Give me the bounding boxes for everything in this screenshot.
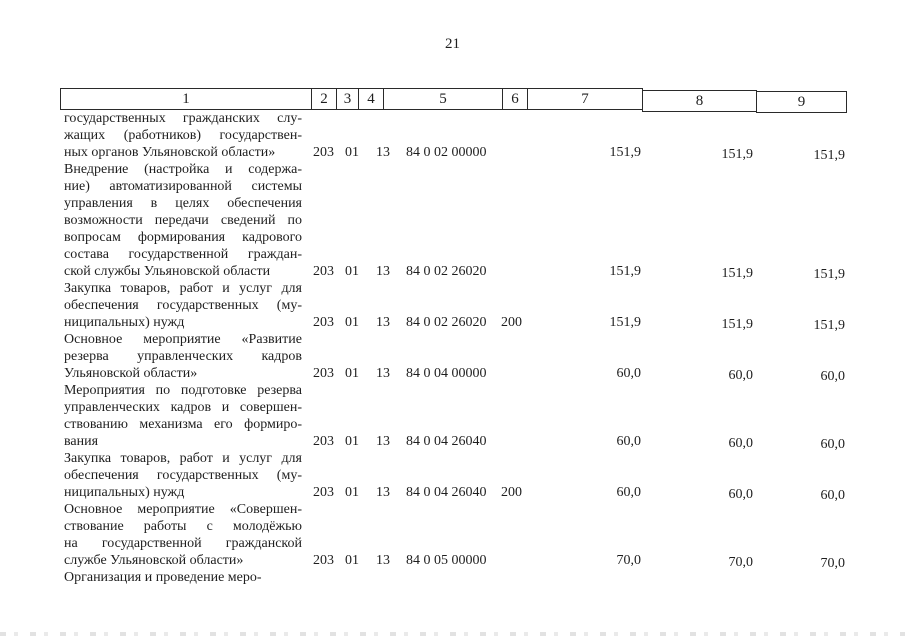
description-line: Ульяновской области» bbox=[64, 366, 198, 381]
page-number: 21 bbox=[445, 36, 460, 52]
cell-col7: 70,0 bbox=[616, 553, 641, 568]
cell-col8: 60,0 bbox=[728, 436, 753, 451]
header-col-5: 5 bbox=[383, 88, 503, 110]
cell-col6: 200 bbox=[501, 315, 522, 330]
description-line: ниципальных) нужд bbox=[64, 315, 185, 330]
cell-col5: 84 0 02 00000 bbox=[406, 145, 487, 160]
cell-col3: 01 bbox=[345, 553, 359, 568]
cell-col2: 203 bbox=[313, 553, 334, 568]
cell-col9: 60,0 bbox=[820, 488, 845, 503]
cell-col4: 13 bbox=[376, 434, 390, 449]
description-line: управления в целях обеспечения bbox=[64, 196, 302, 211]
row-description bbox=[64, 450, 302, 501]
description-line: управленческих кадров и совершен- bbox=[64, 400, 302, 415]
row-description bbox=[64, 501, 302, 569]
header-col-3: 3 bbox=[336, 88, 359, 110]
cell-col3: 01 bbox=[345, 366, 359, 381]
cell-col5: 84 0 05 00000 bbox=[406, 553, 487, 568]
cell-col8: 60,0 bbox=[728, 487, 753, 502]
cell-col4: 13 bbox=[376, 145, 390, 160]
cell-col2: 203 bbox=[313, 366, 334, 381]
cell-col4: 13 bbox=[376, 264, 390, 279]
description-line: жащих (работников) государствен- bbox=[64, 128, 302, 143]
description-line: ской службы Ульяновской области bbox=[64, 264, 271, 279]
cell-col8: 60,0 bbox=[728, 368, 753, 383]
cell-col4: 13 bbox=[376, 366, 390, 381]
header-col-2: 2 bbox=[311, 88, 337, 110]
description-line: вания bbox=[64, 434, 99, 449]
description-line: резерва управленческих кадров bbox=[64, 349, 302, 364]
cell-col7: 151,9 bbox=[609, 315, 641, 330]
cell-col7: 151,9 bbox=[609, 145, 641, 160]
scan-artifact bbox=[0, 632, 905, 636]
description-line: Закупка товаров, работ и услуг для bbox=[64, 281, 302, 296]
description-line: ниципальных) нужд bbox=[64, 485, 185, 500]
cell-col5: 84 0 04 00000 bbox=[406, 366, 487, 381]
cell-col7: 60,0 bbox=[616, 485, 641, 500]
description-line: Внедрение (настройка и содержа- bbox=[64, 162, 302, 177]
description-line: ствованию механизма его формиро- bbox=[64, 417, 302, 432]
description-line: на государственной гражданской bbox=[64, 536, 302, 551]
description-line: государственных гражданских слу- bbox=[64, 111, 302, 126]
row-description bbox=[64, 569, 302, 586]
description-line: Основное мероприятие «Совершен- bbox=[64, 502, 302, 517]
description-line: обеспечения государственных (му- bbox=[64, 468, 302, 483]
cell-col8: 151,9 bbox=[721, 317, 753, 332]
row-description bbox=[64, 110, 302, 161]
cell-col3: 01 bbox=[345, 434, 359, 449]
cell-col4: 13 bbox=[376, 485, 390, 500]
header-col-7: 7 bbox=[527, 88, 643, 110]
cell-col7: 60,0 bbox=[616, 434, 641, 449]
row-description bbox=[64, 280, 302, 331]
cell-col6: 200 bbox=[501, 485, 522, 500]
header-col-8: 8 bbox=[642, 90, 757, 112]
cell-col8: 151,9 bbox=[721, 147, 753, 162]
cell-col9: 151,9 bbox=[813, 148, 845, 163]
description-line: возможности передачи сведений по bbox=[64, 213, 302, 228]
cell-col2: 203 bbox=[313, 434, 334, 449]
cell-col9: 60,0 bbox=[820, 437, 845, 452]
cell-col5: 84 0 02 26020 bbox=[406, 264, 487, 279]
cell-col2: 203 bbox=[313, 264, 334, 279]
description-line: Организация и проведение меро- bbox=[64, 570, 262, 585]
table-header bbox=[60, 88, 847, 112]
cell-col5: 84 0 04 26040 bbox=[406, 485, 487, 500]
description-line: ных органов Ульяновской области» bbox=[64, 145, 276, 160]
cell-col3: 01 bbox=[345, 145, 359, 160]
header-col-9: 9 bbox=[756, 91, 847, 113]
cell-col3: 01 bbox=[345, 264, 359, 279]
description-line: Мероприятия по подготовке резерва bbox=[64, 383, 302, 398]
cell-col7: 151,9 bbox=[609, 264, 641, 279]
cell-col2: 203 bbox=[313, 485, 334, 500]
cell-col4: 13 bbox=[376, 553, 390, 568]
header-col-1: 1 bbox=[60, 88, 312, 110]
description-line: службе Ульяновской области» bbox=[64, 553, 244, 568]
description-line: ние) автоматизированной системы bbox=[64, 179, 302, 194]
row-description bbox=[64, 331, 302, 382]
description-line: Основное мероприятие «Развитие bbox=[64, 332, 302, 347]
cell-col5: 84 0 02 26020 bbox=[406, 315, 487, 330]
description-line: обеспечения государственных (му- bbox=[64, 298, 302, 313]
header-col-6: 6 bbox=[502, 88, 528, 110]
cell-col8: 70,0 bbox=[728, 555, 753, 570]
cell-col9: 151,9 bbox=[813, 267, 845, 282]
description-line: Закупка товаров, работ и услуг для bbox=[64, 451, 302, 466]
description-line: состава государственной граждан- bbox=[64, 247, 302, 262]
cell-col7: 60,0 bbox=[616, 366, 641, 381]
cell-col4: 13 bbox=[376, 315, 390, 330]
cell-col5: 84 0 04 26040 bbox=[406, 434, 487, 449]
cell-col8: 151,9 bbox=[721, 266, 753, 281]
cell-col3: 01 bbox=[345, 485, 359, 500]
description-line: ствование работы с молодёжью bbox=[64, 519, 302, 534]
cell-col9: 151,9 bbox=[813, 318, 845, 333]
cell-col2: 203 bbox=[313, 315, 334, 330]
cell-col9: 70,0 bbox=[820, 556, 845, 571]
row-description bbox=[64, 161, 302, 280]
row-description bbox=[64, 382, 302, 450]
cell-col2: 203 bbox=[313, 145, 334, 160]
cell-col3: 01 bbox=[345, 315, 359, 330]
description-line: вопросам формирования кадрового bbox=[64, 230, 302, 245]
cell-col9: 60,0 bbox=[820, 369, 845, 384]
header-col-4: 4 bbox=[358, 88, 384, 110]
